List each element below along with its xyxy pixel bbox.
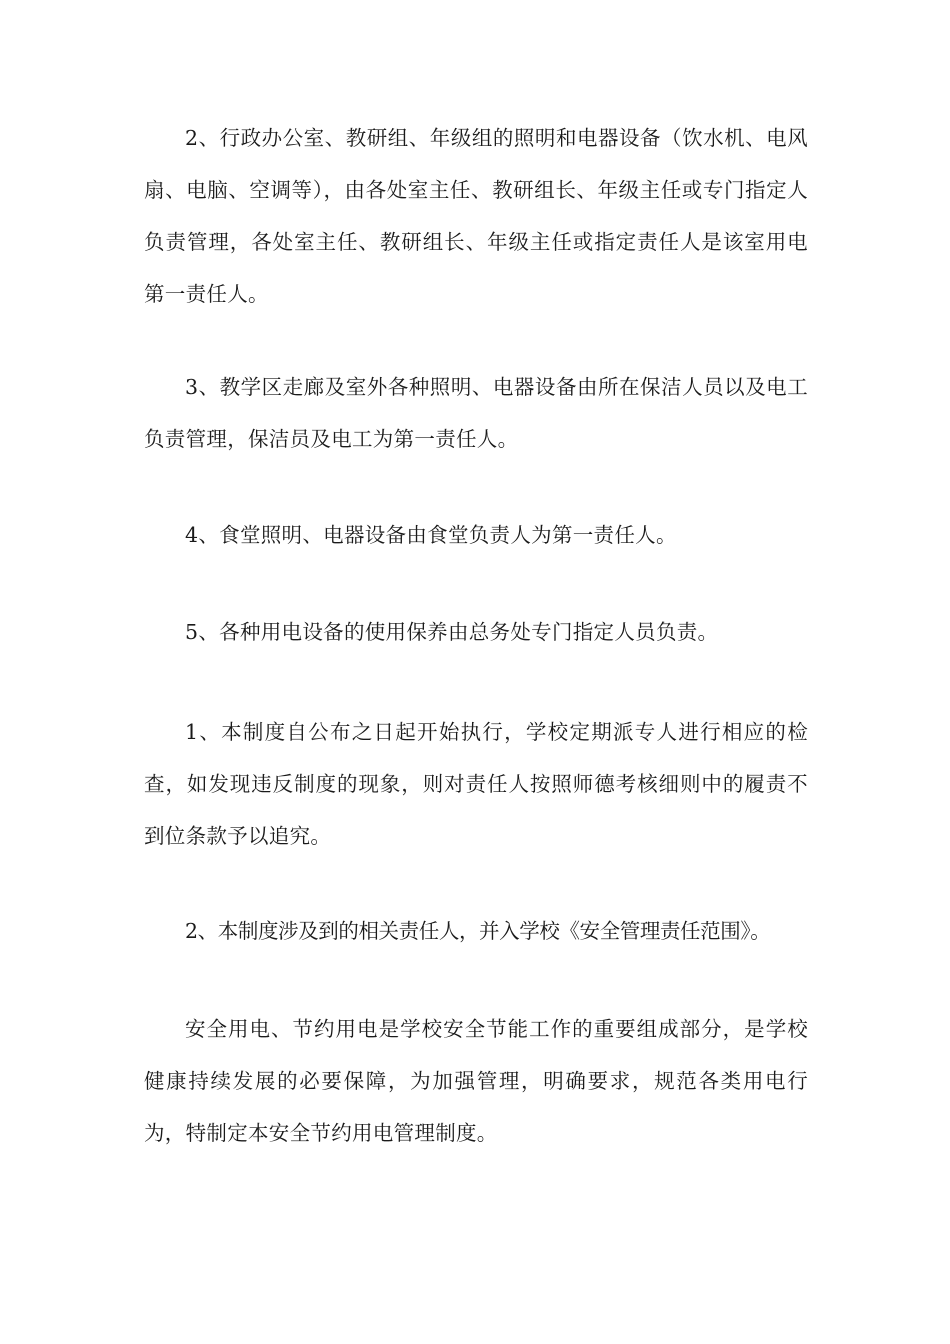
paragraph-canteen-responsibility: 4、食堂照明、电器设备由食堂负责人为第一责任人。 [185, 523, 677, 547]
paragraph-office-electrical-responsibility: 2、行政办公室、教研组、年级组的照明和电器设备（饮水机、电风扇、电脑、空调等），由各处室主任、教研组长、年级主任或专门指定人负责管理，各处室主任、教研组长、年级主任或指定责任人是该室用电第一责任人。 [144, 126, 808, 306]
paragraph-equipment-maintenance: 5、各种用电设备的使用保养由总务处专门指定人员负责。 [185, 620, 719, 644]
paragraph-effective-date-inspection: 1、本制度自公布之日起开始执行，学校定期派专人进行相应的检查，如发现违反制度的现象，则对责任人按照师德考核细则中的履责不到位条款予以追究。 [144, 720, 808, 848]
paragraph-corridor-outdoor-responsibility: 3、教学区走廊及室外各种照明、电器设备由所在保洁人员以及电工负责管理，保洁员及电工为第一责任人。 [144, 375, 808, 451]
paragraph-purpose-statement: 安全用电、节约用电是学校安全节能工作的重要组成部分，是学校健康持续发展的必要保障，为加强管理，明确要求，规范各类用电行为，特制定本安全节约用电管理制度。 [144, 1017, 808, 1145]
paragraph-safety-scope-inclusion: 2、本制度涉及到的相关责任人，并入学校《安全管理责任范围》。 [185, 919, 771, 943]
